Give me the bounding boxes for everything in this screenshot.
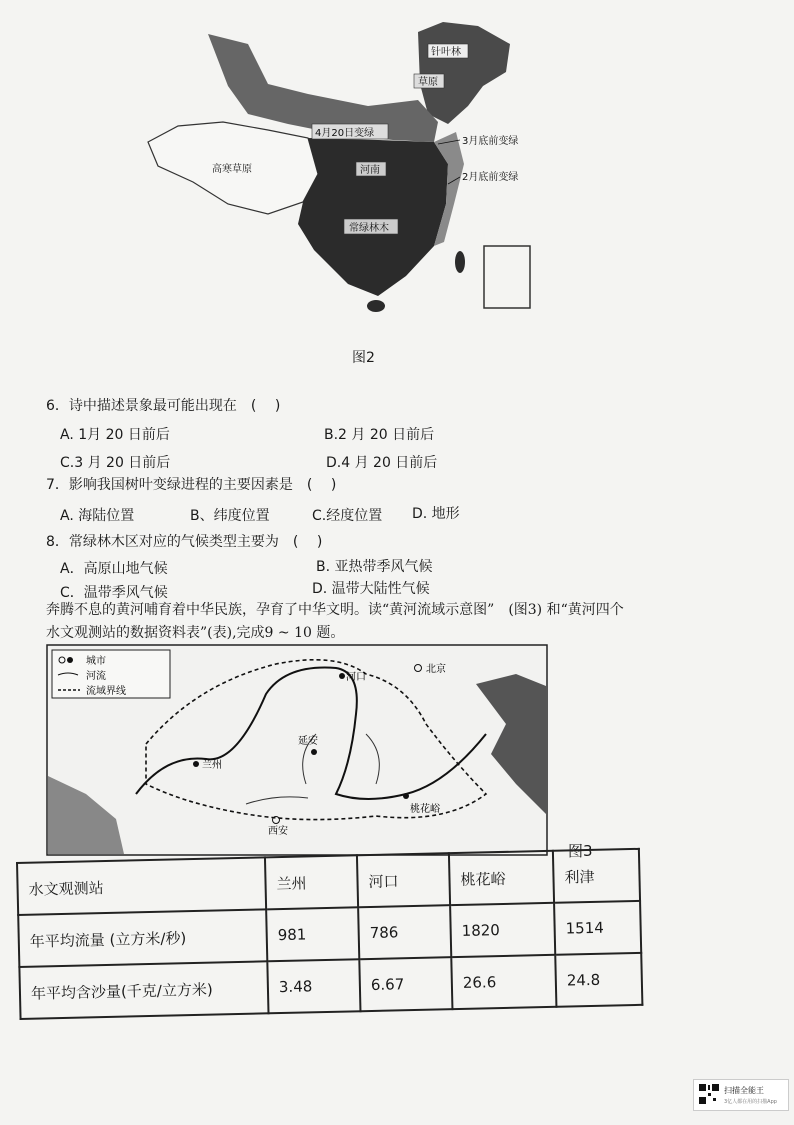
- map-label-mar: 3月底前变绿: [462, 136, 519, 147]
- q6-option-b: B.2 月 20 日前后: [324, 427, 435, 443]
- table-cell: 6.67: [359, 957, 452, 1011]
- q8-option-c: C．温带季风气候: [60, 585, 168, 601]
- figure2-caption: 图2: [352, 350, 375, 366]
- city-hekou: 河口: [346, 672, 366, 683]
- map-south-sea-inset: [484, 246, 530, 308]
- map-label-evergreen: 常绿林木: [349, 223, 389, 234]
- table-cell: 1820: [450, 903, 555, 957]
- q8-option-d: D. 温带大陆性气候: [312, 581, 430, 597]
- table-cell: 年平均含沙量(千克/立方米): [19, 961, 268, 1019]
- badge-subtitle: 3亿人都在用的扫描App: [724, 1099, 777, 1105]
- map-taiwan: [455, 251, 465, 273]
- question-6: 6．诗中描述景象最可能出现在 ( ): [46, 398, 281, 414]
- table-header-cell: 兰州: [265, 855, 358, 909]
- q7-option-a: A. 海陆位置: [60, 508, 135, 524]
- qr-code-icon: [698, 1083, 720, 1105]
- table-header-cell: 河口: [357, 853, 450, 907]
- q7-option-d: D. 地形: [412, 506, 460, 522]
- q8-option-a: A．高原山地气候: [60, 561, 168, 577]
- table-cell: 981: [266, 907, 359, 961]
- city-beijing: 北京: [426, 664, 446, 675]
- map-label-henan: 河南: [360, 165, 380, 176]
- city-yanan: 延安: [298, 736, 318, 747]
- legend-boundary: 流域界线: [86, 686, 126, 697]
- intro-line-1: 奔腾不息的黄河哺育着中华民族，孕育了中华文明。读“黄河流域示意图” (图3) 和“黄河四个: [46, 602, 624, 618]
- table-cell: 786: [358, 905, 451, 959]
- q7-option-c: C.经度位置: [312, 508, 383, 524]
- intro-line-2: 水文观测站的数据资料表”(表),完成9 ~ 10 题。: [46, 625, 345, 641]
- table-header-cell: 水文观测站: [17, 857, 266, 915]
- map-label-steppe: 草原: [418, 77, 438, 88]
- table-header-cell: 桃花峪: [449, 851, 554, 905]
- q6-option-c: C.3 月 20 日前后: [60, 455, 171, 471]
- q8-option-b: B. 亚热带季风气候: [316, 559, 433, 575]
- figure3-caption: 图3: [568, 842, 593, 860]
- map-label-conifer: 针叶林: [431, 47, 461, 58]
- map-label-feb: 2月底前变绿: [462, 172, 519, 183]
- hydrology-table: [16, 848, 643, 1020]
- map-label-plateau: 高寒草原: [212, 164, 252, 175]
- q7-option-b: B、纬度位置: [190, 508, 270, 524]
- map-region-central: [298, 138, 448, 296]
- map-hainan: [367, 300, 385, 312]
- yellow-river-map: [46, 644, 548, 856]
- legend-river: 河流: [86, 671, 106, 682]
- table-cell: 年平均流量 (立方米/秒): [18, 909, 267, 967]
- q6-option-d: D.4 月 20 日前后: [326, 455, 438, 471]
- city-xian: 西安: [268, 826, 288, 837]
- legend-city: 城市: [86, 656, 106, 667]
- scanner-badge: [693, 1079, 789, 1111]
- q6-option-a: A. 1月 20 日前后: [60, 427, 170, 443]
- map-region-northeast: [418, 22, 510, 124]
- question-8: 8．常绿林木区对应的气候类型主要为 ( ): [46, 534, 323, 550]
- question-7: 7．影响我国树叶变绿进程的主要因素是 ( ): [46, 477, 337, 493]
- table-cell: 24.8: [555, 953, 642, 1007]
- city-taohuayu: 桃花峪: [410, 804, 440, 815]
- table-cell: 3.48: [267, 959, 360, 1013]
- table-cell: 26.6: [451, 955, 556, 1009]
- city-lanzhou: 兰州: [202, 760, 222, 771]
- table-cell: 1514: [554, 901, 641, 955]
- table-header-cell: 利津: [553, 849, 640, 903]
- badge-title: 扫描全能王: [724, 1086, 764, 1095]
- china-greening-map: [138, 14, 538, 334]
- map-label-apr20: 4月20日变绿: [315, 128, 375, 139]
